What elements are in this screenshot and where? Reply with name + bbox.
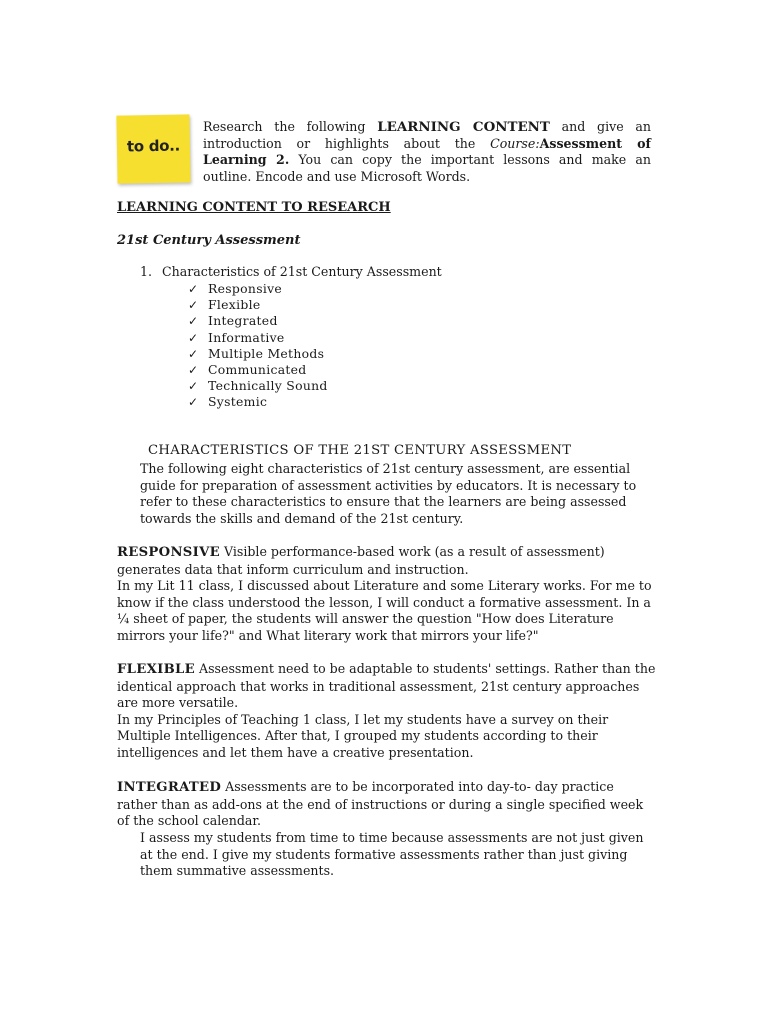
- checkmark-icon: ✓: [188, 298, 199, 313]
- intro-text-3: You can copy the important lessons and make an outline. Encode and use Microsoft Words.: [203, 152, 651, 184]
- list-number: 1.: [140, 264, 153, 279]
- todo-sticky-note: [116, 114, 190, 183]
- checklist-item-label: Systemic: [208, 394, 268, 410]
- numbered-list-item: [140, 264, 442, 279]
- responsive-label: RESPONSIVE: [117, 545, 220, 560]
- checklist-item: [188, 330, 328, 346]
- flexible-label: FLEXIBLE: [117, 662, 195, 677]
- checkmark-icon: ✓: [188, 330, 199, 345]
- integrated-definition: Assessments are to be incorporated into day-to- day practice rather than as add-ons at the end of instructions or during a single specified week of the school calendar.: [117, 779, 644, 829]
- checklist-item: [188, 281, 328, 297]
- checklist-item-label: Flexible: [208, 297, 261, 313]
- checkmark-icon: ✓: [188, 346, 199, 361]
- responsive-definition: Visible performance-based work (as a result of assessment) generates data that inform curriculum and instruction.: [117, 544, 605, 577]
- characteristics-checklist: [188, 281, 328, 411]
- intro-text-2: and give an introduction or highlights about the: [203, 119, 652, 151]
- responsive-example: In my Lit 11 class, I discussed about Literature and some Literary works. For me to know if the class understood the lesson, I will conduct a formative assessment. In a ¼ sheet of paper, the students will answer the question "How does Literature mirrors your life?" and What literary work that mirrors your life?": [117, 578, 652, 643]
- flexible-section: [117, 661, 657, 762]
- integrated-label: INTEGRATED: [117, 780, 222, 795]
- sticky-note-text: to do..: [126, 136, 181, 156]
- flexible-definition: Assessment need to be adaptable to students' settings. Rather than the identical approach that works in traditional assessment, 21st century approaches are more versatile.: [117, 661, 656, 711]
- checklist-item: [188, 346, 328, 362]
- characteristics-intro: The following eight characteristics of 21st century assessment, are essential guide for preparation of assessment activities by educators. It is necessary to refer to these characteristics to ensure that the learners are being assessed towards the skills and demand of the 21st century.: [140, 461, 637, 526]
- checkmark-icon: ✓: [188, 379, 199, 394]
- checkmark-icon: ✓: [188, 314, 199, 329]
- section-heading: LEARNING CONTENT TO RESEARCH: [117, 200, 391, 215]
- subheading: 21st Century Assessment: [117, 233, 301, 248]
- checklist-item-label: Informative: [208, 329, 285, 345]
- list-item-text: Characteristics of 21st Century Assessment: [162, 264, 442, 279]
- responsive-section: [117, 544, 657, 645]
- instructions-paragraph: [203, 119, 651, 185]
- checklist-item: [188, 362, 328, 378]
- intro-bold-learning-content: LEARNING CONTENT: [377, 119, 550, 135]
- checklist-item-label: Multiple Methods: [208, 345, 325, 361]
- checklist-item: [188, 394, 328, 410]
- intro-course-label: Course:: [490, 135, 540, 151]
- integrated-example: I assess my students from time to time because assessments are not just given at the end. I give my students formative assessments rather than just giving them summative assessments.: [140, 830, 644, 879]
- integrated-section: [117, 779, 657, 830]
- checkmark-icon: ✓: [188, 395, 199, 410]
- checklist-item: [188, 297, 328, 313]
- checklist-item-label: Responsive: [208, 281, 283, 296]
- checklist-item: [188, 313, 328, 329]
- characteristics-title: CHARACTERISTICS OF THE 21ST CENTURY ASSESSMENT: [148, 443, 572, 458]
- checkmark-icon: ✓: [188, 282, 199, 296]
- checklist-item-label: Technically Sound: [208, 378, 328, 394]
- flexible-example: In my Principles of Teaching 1 class, I let my students have a survey on their Multiple Intelligences. After that, I grouped my students according to their intelligences and let them have a creative presentation.: [117, 711, 609, 760]
- intro-bold-course-name: Assessment of Learning 2.: [203, 135, 651, 167]
- checklist-item-label: Integrated: [208, 313, 278, 329]
- checkmark-icon: ✓: [188, 363, 199, 378]
- checklist-item: [188, 378, 328, 394]
- checklist-item-label: Communicated: [208, 362, 307, 378]
- intro-text-1: Research the following: [203, 119, 378, 134]
